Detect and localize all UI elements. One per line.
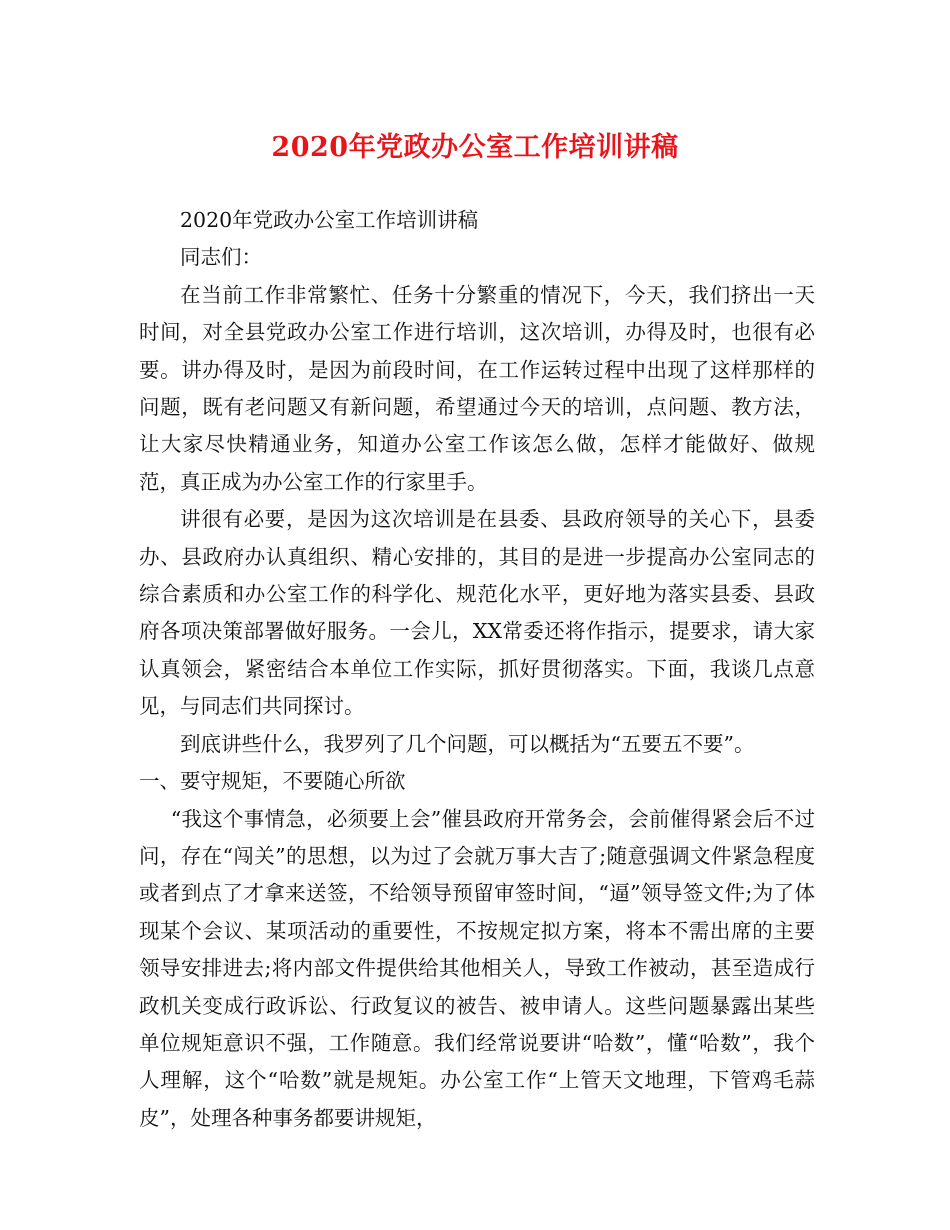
subtitle-paragraph: 2020年党政办公室工作培训讲稿 bbox=[180, 208, 479, 232]
body-paragraph-2: 讲很有必要，是因为这次培训是在县委、县政府领导的关心下，县委办、县政府办认真组织、精心安排的，其目的是进一步提高办公室同志的综合素质和办公室工作的科学化、规范化水平，更好地为落实县委、县政府各项决策部署做好服务。一会儿，XX常委还将作指示，提要求，请大家认真领会，紧密结合本单位工作实际，抓好贯彻落实。下面，我谈几点意见，与同志们共同探讨。 bbox=[139, 507, 815, 719]
body-paragraph-3: 到底讲些什么，我罗列了几个问题，可以概括为“五要五不要”。 bbox=[180, 731, 755, 756]
document-title: 2020年党政办公室工作培训讲稿 bbox=[271, 132, 679, 163]
salutation-paragraph: 同志们： bbox=[180, 245, 262, 270]
document-body bbox=[139, 202, 815, 1137]
section-heading-1: 一、要守规矩，不要随心所欲 bbox=[139, 769, 406, 794]
body-paragraph-4: “我这个事情急，必须要上会”催县政府开常务会，会前催得紧会后不过问，存在“闯关”的思想，以为过了会就万事大吉了;随意强调文件紧急程度或者到点了才拿来送签，不给领导预留审签时间，“逼”领导签文件;为了体现某个会议、某项活动的重要性，不按规定拟方案，将本不需出席的主要领导安排进去;将内部文件提供给其他相关人，导致工作被动，甚至造成行政机关变成行政诉讼、行政复议的被告、被申请人。这些问题暴露出某些单位规矩意识不强，工作随意。我们经常说要讲“哈数”，懂“哈数”，我个人理解，这个“哈数”就是规矩。办公室工作“上管天文地理，下管鸡毛蒜皮”，处理各种事务都要讲规矩， bbox=[139, 806, 815, 1130]
body-paragraph-1: 在当前工作非常繁忙、任务十分繁重的情况下，今天，我们挤出一天时间，对全县党政办公室工作进行培训，这次培训，办得及时，也很有必要。讲办得及时，是因为前段时间，在工作运转过程中出现了这样那样的问题，既有老问题又有新问题，希望通过今天的培训，点问题、教方法，让大家尽快精通业务，知道办公室工作该怎么做，怎样才能做好、做规范，真正成为办公室工作的行家里手。 bbox=[139, 282, 815, 494]
